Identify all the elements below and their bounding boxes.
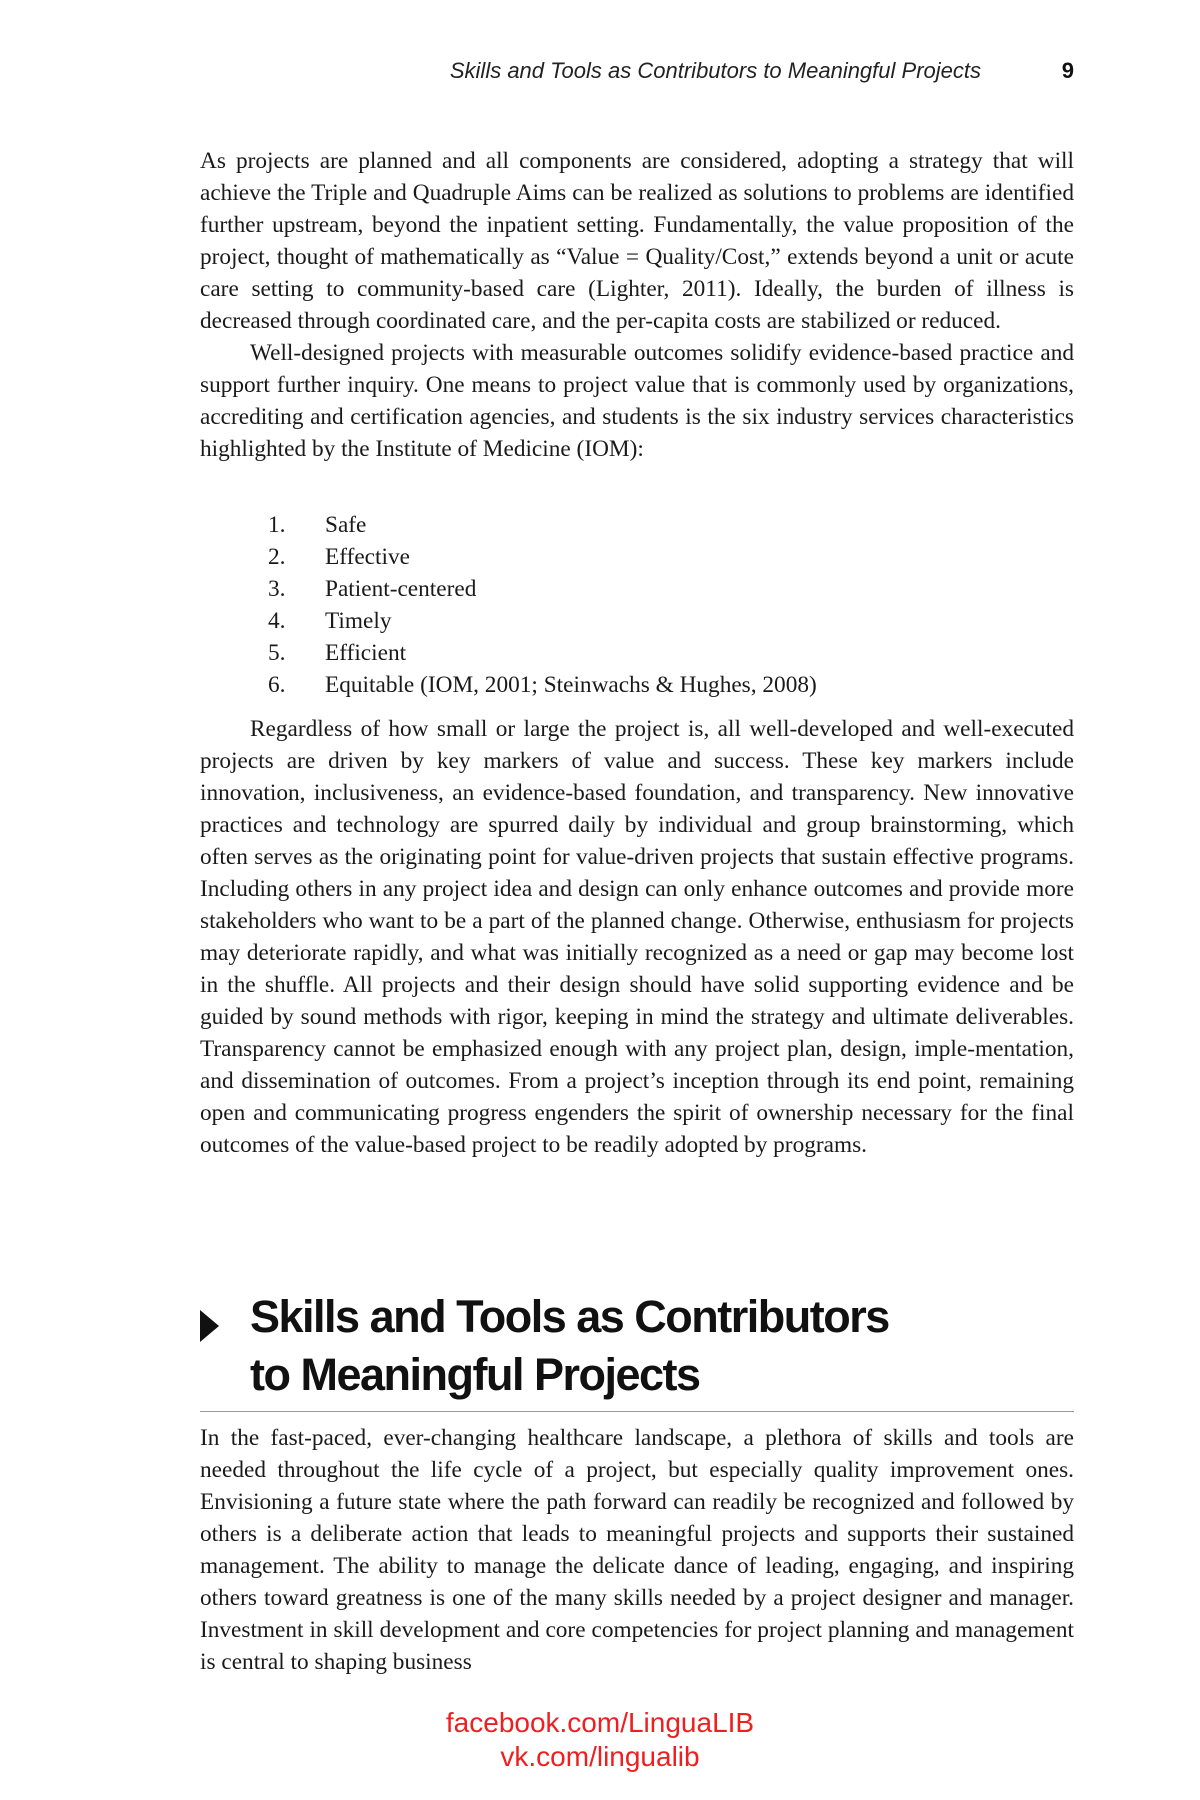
- list-number: 3.: [268, 576, 286, 602]
- list-number: 6.: [268, 672, 286, 698]
- list-text: Efficient: [325, 640, 407, 666]
- list-item: [200, 573, 1074, 605]
- section-heading-title: [250, 1288, 950, 1404]
- key-markers-text-block: [200, 713, 1074, 1161]
- running-head-title: Skills and Tools as Contributors to Meaningful Projects: [449, 58, 981, 83]
- list-number: 5.: [268, 640, 286, 666]
- list-text: Safe: [325, 512, 367, 538]
- paragraph-value-proposition: As projects are planned and all components are considered, adopting a strategy that will achieve the Triple and Quadruple Aims can be realized as solutions to problems are identified further upstream, beyond the inpatient setting. Fundamentally, the value proposition of the project, thought of mathematically as “Value = Quality/Cost,” extends beyond a unit or acute care setting to community-based care (Lighter, 2011). Ideally, the burden of illness is decreased through coordinated care, and the per-capita costs are stabilized or reduced.: [200, 148, 1074, 334]
- watermark-vk-link[interactable]: vk.com/lingualib: [500, 1741, 700, 1772]
- list-text: Equitable (IOM, 2001; Steinwachs & Hughes, 2008): [325, 672, 817, 698]
- section-text-block: [200, 1422, 1074, 1678]
- section-divider: [200, 1411, 1074, 1412]
- watermark: [0, 1706, 1200, 1774]
- paragraph-iom-intro: Well-designed projects with measurable outcomes solidify evidence-based practice and support further inquiry. One means to project value that is commonly used by organizations, accrediting and certification agencies, and students is the six industry services characteristics highlighted by the Institute of Medicine (IOM):: [200, 340, 1074, 462]
- list-item: [200, 637, 1074, 669]
- triangle-bullet-icon: [200, 1310, 219, 1342]
- intro-text-block: [200, 145, 1074, 465]
- list-number: 2.: [268, 544, 286, 570]
- list-number: 4.: [268, 608, 286, 634]
- list-text: Timely: [325, 608, 392, 634]
- list-item: [200, 541, 1074, 573]
- list-item: [200, 605, 1074, 637]
- watermark-facebook-link[interactable]: facebook.com/LinguaLIB: [445, 1707, 755, 1738]
- list-text: Patient-centered: [325, 576, 477, 602]
- list-number: 1.: [268, 512, 286, 538]
- running-head: [200, 58, 1074, 88]
- section-heading-line: to Meaningful Projects: [250, 1349, 700, 1400]
- list-item: [200, 669, 1074, 701]
- paragraph-skills-tools: In the fast-paced, ever-changing healthcare landscape, a plethora of skills and tools are needed throughout the life cycle of a project, but especially quality improvement ones. Envisioning a future state where the path forward can readily be recognized and followed by others is a deliberate action that leads to meaningful projects and supports their sustained management. The ability to manage the delicate dance of leading, engaging, and inspiring others toward greatness is one of the many skills needed by a project designer and manager. Investment in skill development and core competencies for project planning and management is central to shaping business: [200, 1425, 1074, 1675]
- section-heading-line: Skills and Tools as Contributors: [250, 1291, 889, 1342]
- paragraph-key-markers: Regardless of how small or large the project is, all well-developed and well-executed projects are driven by key markers of value and success. These key markers include innovation, inclusiveness, an evidence-based foundation, and transparency. New innovative practices and technology are spurred daily by individual and group brainstorming, which often serves as the originating point for value-driven projects that sustain effective programs. Including others in any project idea and design can only enhance outcomes and provide more stakeholders who want to be a part of the planned change. Otherwise, enthusiasm for projects may deteriorate rapidly, and what was initially recognized as a need or gap may become lost in the shuffle. All projects and their design should have solid supporting evidence and be guided by sound methods with rigor, keeping in mind the strategy and ultimate deliverables. Transparency cannot be emphasized enough with any project plan, design, imple-mentation, and dissemination of outcomes. From a project’s inception through its end point, remaining open and communicating progress engenders the spirit of ownership necessary for the final outcomes of the value-based project to be readily adopted by programs.: [200, 716, 1074, 1158]
- list-text: Effective: [325, 544, 410, 570]
- page-number: 9: [1061, 58, 1074, 83]
- list-item: [200, 509, 1074, 541]
- iom-characteristics-list: [200, 509, 1074, 701]
